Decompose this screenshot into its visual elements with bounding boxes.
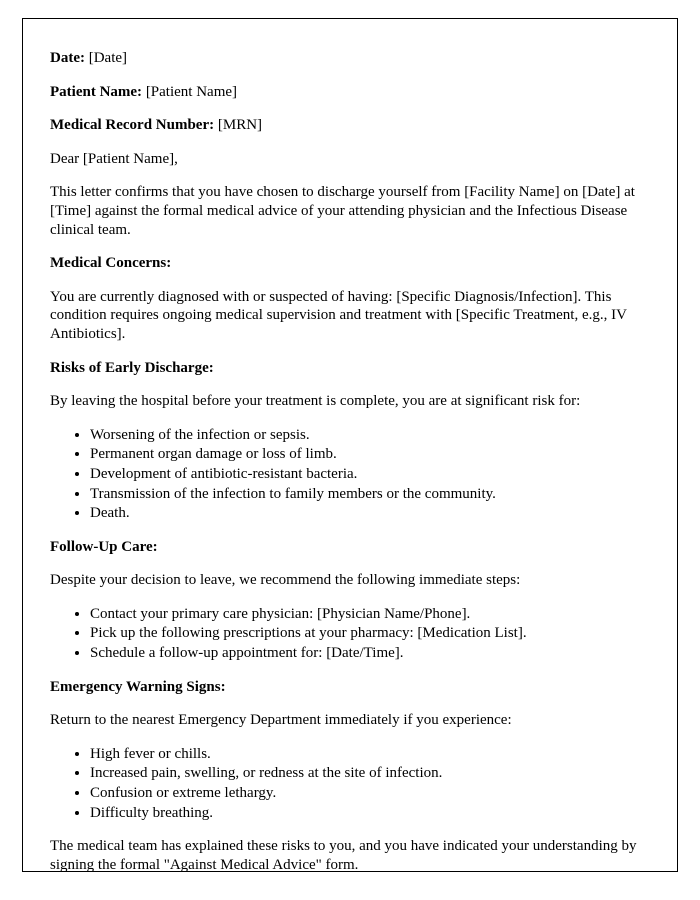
date-field xyxy=(50,49,639,68)
date-value: [Date] xyxy=(88,50,128,66)
list-item: • Contact your primary care physician: [Physician Name/Phone]. xyxy=(90,605,639,624)
mrn-label: Medical Record Number: xyxy=(50,117,215,134)
section-warning-signs xyxy=(50,678,639,823)
patient-name-value: [Patient Name] xyxy=(145,83,238,100)
date-label: Date: xyxy=(50,50,85,66)
risks-list xyxy=(50,426,639,523)
list-item: • Difficulty breathing. xyxy=(90,804,639,823)
letter-page xyxy=(22,18,678,872)
section-risks xyxy=(50,359,639,523)
list-item: • Permanent organ damage or loss of limb. xyxy=(90,445,639,464)
list-item: • Development of antibiotic-resistant bacteria. xyxy=(90,465,639,484)
follow-up-list xyxy=(50,605,639,663)
section-body: You are currently diagnosed with or suspected of having: [Specific Diagnosis/Infection]. This condition requires ongoing medical supervision and treatment with [Specific Treatment, e.g., IV Antibiotics]. xyxy=(50,288,627,342)
mrn-value: [MRN] xyxy=(217,117,263,134)
intro-paragraph: This letter confirms that you have chosen to discharge yourself from [Facility Name] on [Date] at [Time] against the formal medical advice of your attending physician and the Infectious Disease clinical team. xyxy=(50,184,635,238)
patient-name-field xyxy=(50,83,639,102)
section-heading: Emergency Warning Signs: xyxy=(50,678,226,695)
section-follow-up xyxy=(50,538,639,663)
patient-name-label: Patient Name: xyxy=(50,83,143,100)
section-heading: Follow-Up Care: xyxy=(50,538,158,555)
list-item: • Transmission of the infection to family members or the community. xyxy=(90,485,639,504)
list-item: • Confusion or extreme lethargy. xyxy=(90,784,639,803)
list-item: • Death. xyxy=(90,504,639,523)
list-item: • Schedule a follow-up appointment for: [Date/Time]. xyxy=(90,644,639,663)
section-body: By leaving the hospital before your treatment is complete, you are at significant risk for: xyxy=(50,393,581,410)
section-heading: Risks of Early Discharge: xyxy=(50,359,214,376)
section-body: Return to the nearest Emergency Department immediately if you experience: xyxy=(50,712,512,729)
salutation: Dear [Patient Name], xyxy=(50,150,178,167)
section-medical-concerns xyxy=(50,254,639,343)
mrn-field xyxy=(50,116,639,135)
list-item: • Increased pain, swelling, or redness at the site of infection. xyxy=(90,764,639,783)
section-body: Despite your decision to leave, we recommend the following immediate steps: xyxy=(50,572,521,589)
warning-signs-list xyxy=(50,745,639,822)
list-item: • High fever or chills. xyxy=(90,745,639,764)
list-item: • Worsening of the infection or sepsis. xyxy=(90,426,639,445)
section-heading: Medical Concerns: xyxy=(50,255,172,272)
closing-paragraph: The medical team has explained these risks to you, and you have indicated your understanding by signing the formal "Against Medical Advice" form. xyxy=(50,838,637,873)
list-item: • Pick up the following prescriptions at your pharmacy: [Medication List]. xyxy=(90,624,639,643)
